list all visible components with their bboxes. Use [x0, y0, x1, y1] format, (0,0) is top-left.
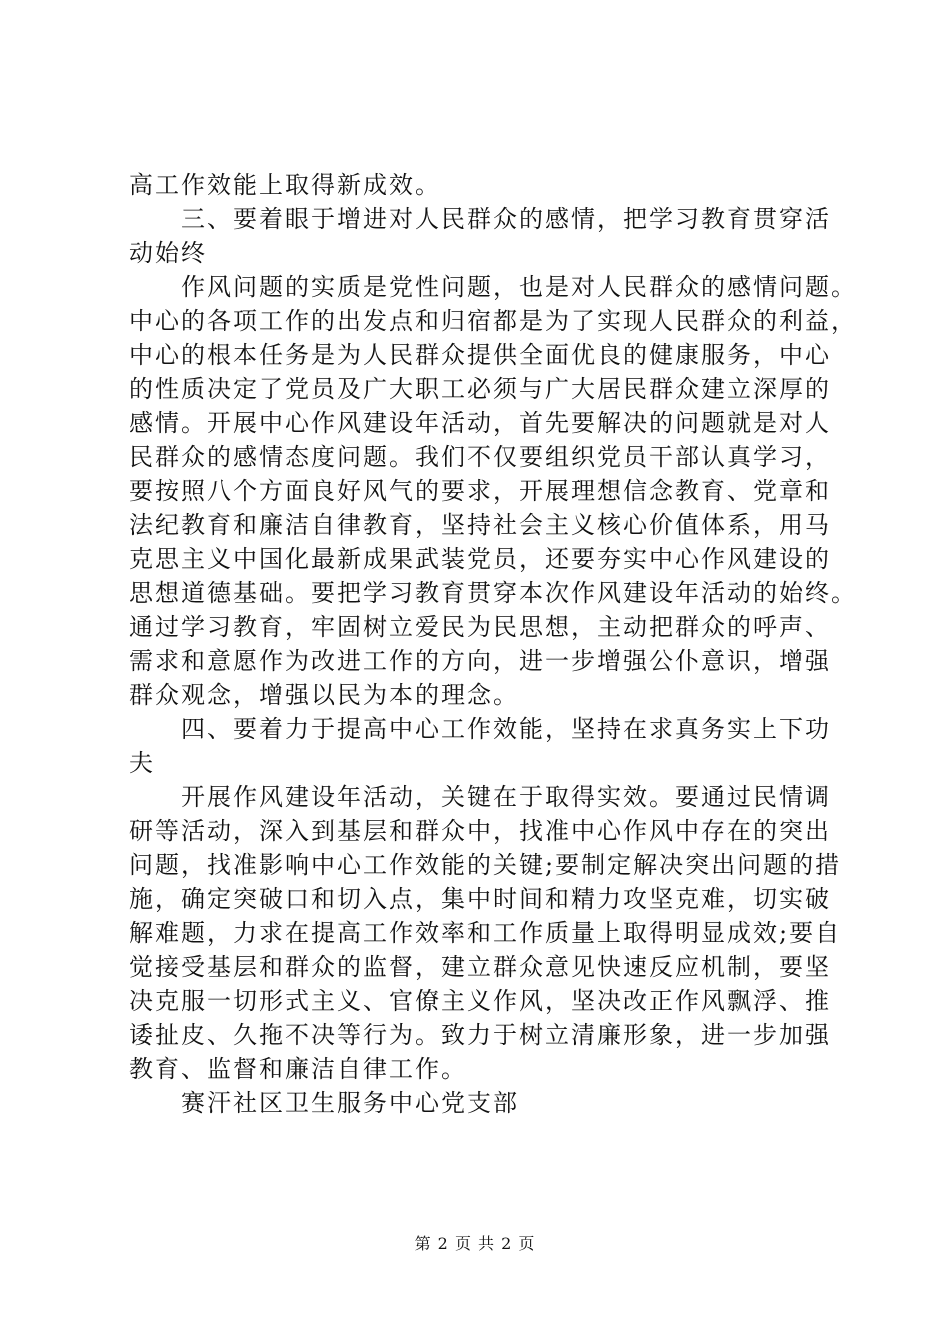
section-heading: 四、要着力于提高中心工作效能，坚持在求真务实上下功: [181, 715, 831, 743]
body-line: 解难题，力求在提高工作效率和工作质量上取得明显成效;要自: [129, 919, 842, 947]
section-heading-cont: 动始终: [129, 239, 207, 267]
body-line: 民群众的感情态度问题。我们不仅要组织党员干部认真学习，: [129, 443, 831, 471]
body-line: 要按照八个方面良好风气的要求，开展理想信念教育、党章和: [129, 477, 831, 505]
body-line: 开展作风建设年活动，关键在于取得实效。要通过民情调: [181, 783, 831, 811]
body-line: 克思主义中国化最新成果武装党员，还要夯实中心作风建设的: [129, 545, 831, 573]
page-number-label: 第 2 页 共 2 页: [414, 1234, 536, 1253]
body-line: 觉接受基层和群众的监督，建立群众意见快速反应机制，要坚: [129, 953, 831, 981]
body-line: 思想道德基础。要把学习教育贯穿本次作风建设年活动的始终。: [129, 579, 857, 607]
body-line: 群众观念，增强以民为本的理念。: [129, 681, 519, 709]
body-line: 的性质决定了党员及广大职工必须与广大居民群众建立深厚的: [129, 375, 831, 403]
body-line: 诿扯皮、久拖不决等行为。致力于树立清廉形象，进一步加强: [129, 1021, 831, 1049]
body-line: 教育、监督和廉洁自律工作。: [129, 1055, 467, 1083]
document-body: [129, 168, 857, 1120]
body-line: 高工作效能上取得新成效。: [129, 171, 441, 199]
body-line: 法纪教育和廉洁自律教育，坚持社会主义核心价值体系，用马: [129, 511, 831, 539]
body-line: 作风问题的实质是党性问题，也是对人民群众的感情问题。: [181, 273, 857, 301]
body-line: 中心的根本任务是为人民群众提供全面优良的健康服务，中心: [129, 341, 831, 369]
body-line: 通过学习教育，牢固树立爱民为民思想，主动把群众的呼声、: [129, 613, 831, 641]
body-line: 施，确定突破口和切入点，集中时间和精力攻坚克难，切实破: [129, 885, 831, 913]
section-heading: 三、要着眼于增进对人民群众的感情，把学习教育贯穿活: [181, 205, 831, 233]
section-heading-cont: 夫: [129, 749, 155, 777]
body-line: 中心的各项工作的出发点和归宿都是为了实现人民群众的利益，: [129, 307, 857, 335]
body-line: 需求和意愿作为改进工作的方向，进一步增强公仆意识，增强: [129, 647, 831, 675]
body-line: 决克服一切形式主义、官僚主义作风，坚决改正作风飘浮、推: [129, 987, 831, 1015]
body-line: 问题，找准影响中心工作效能的关键;要制定解决突出问题的措: [129, 851, 842, 879]
body-line: 感情。开展中心作风建设年活动，首先要解决的问题就是对人: [129, 409, 831, 437]
page-footer: [0, 1234, 950, 1254]
signature-line: 赛汗社区卫生服务中心党支部: [181, 1089, 519, 1117]
body-line: 研等活动，深入到基层和群众中，找准中心作风中存在的突出: [129, 817, 831, 845]
